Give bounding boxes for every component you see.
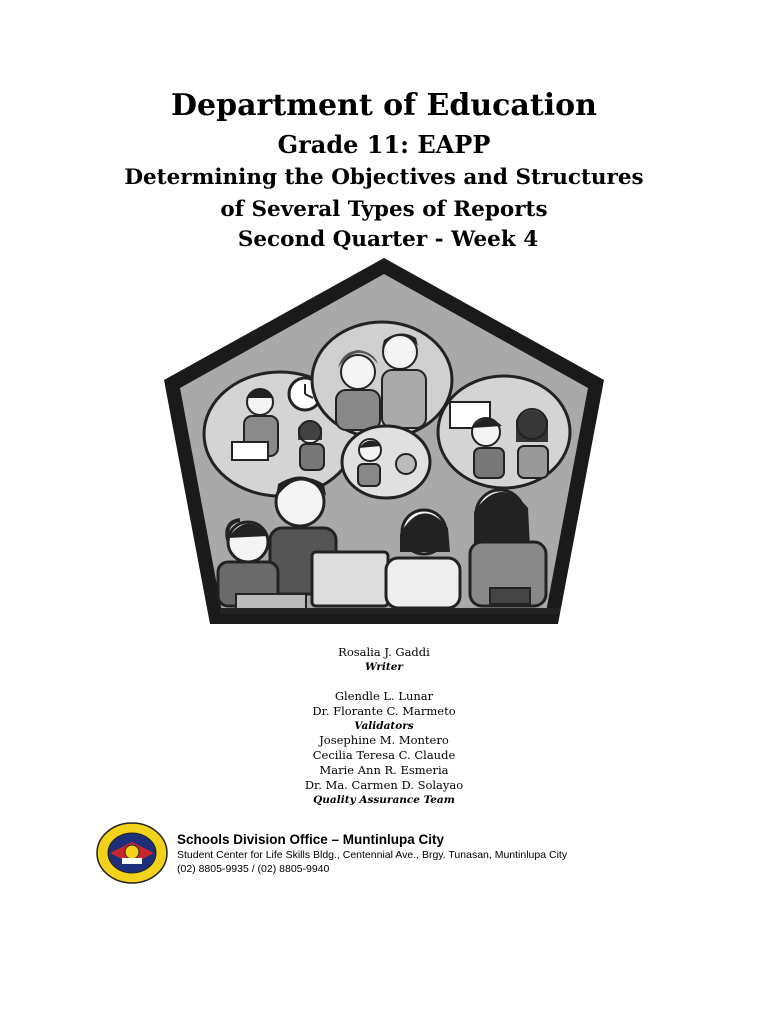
validators-role: Validators (354, 720, 414, 732)
pentagon-students-illustration-icon (160, 252, 608, 634)
quarter-week (0, 227, 768, 252)
division-office-seal-icon (96, 822, 168, 884)
credits-section (0, 645, 768, 807)
topic-line-2: of Several Types of Reports (220, 197, 548, 222)
grade-subject: Grade 11: EAPP (277, 130, 491, 159)
qa-member-name: Cecilia Teresa C. Claude (312, 748, 456, 762)
writer-name: Rosalia J. Gaddi (338, 645, 430, 659)
office-phone: (02) 8805-9935 / (02) 8805-9940 (177, 863, 330, 875)
quarter-week-text: Second Quarter - Week 4 (237, 227, 539, 252)
writer-role: Writer (365, 661, 403, 673)
qa-member-name: Josephine M. Montero (319, 733, 449, 747)
qa-role: Quality Assurance Team (313, 794, 455, 806)
office-address: Student Center for Life Skills Bldg., Centennial Ave., Brgy. Tunasan, Muntinlupa City (177, 849, 568, 861)
topic-title (0, 162, 768, 226)
validator-name: Dr. Florante C. Marmeto (312, 704, 456, 718)
topic-line-1: Determining the Objectives and Structures (124, 165, 644, 190)
office-name: Schools Division Office – Muntinlupa City (177, 832, 445, 847)
department-title: Department of Education (171, 88, 597, 123)
office-info (177, 831, 567, 876)
qa-member-name: Dr. Ma. Carmen D. Solayao (304, 778, 464, 792)
validator-name: Glendle L. Lunar (334, 689, 434, 703)
qa-member-name: Marie Ann R. Esmeria (319, 763, 449, 777)
